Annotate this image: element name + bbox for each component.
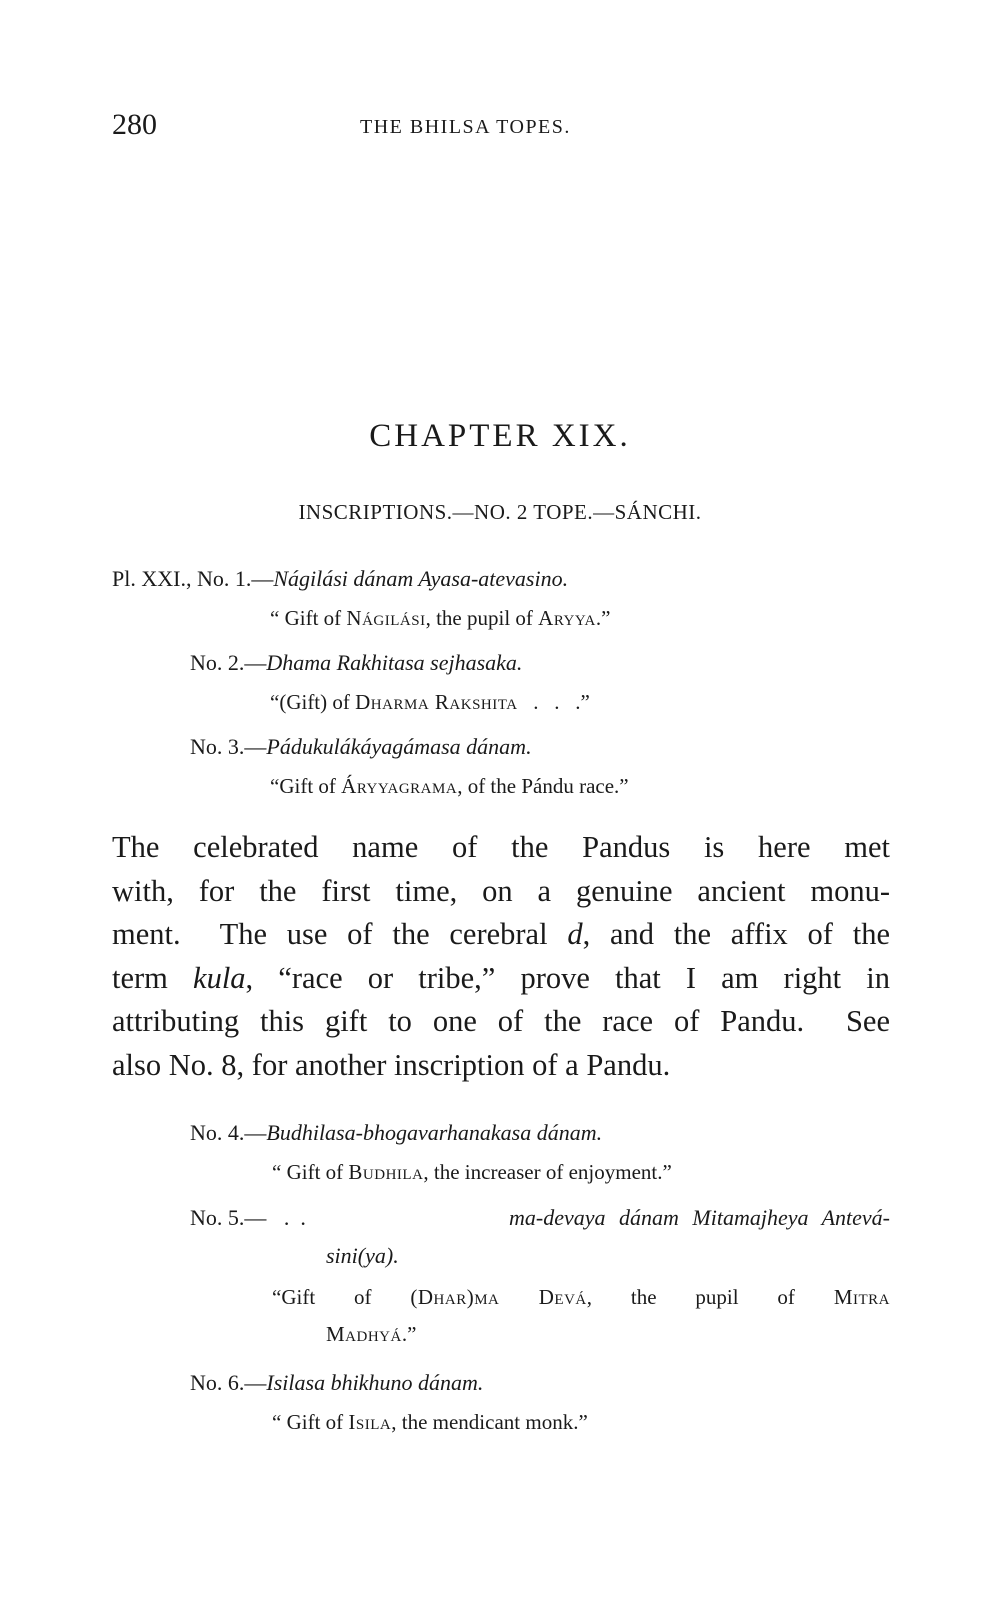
inscription-pali: Budhilasa-bhogavarhanakasa dánam.: [266, 1120, 603, 1145]
translation-text: , the increaser of enjoyment.”: [423, 1160, 672, 1184]
inscription-1-translation: [270, 606, 610, 631]
personal-name: Aryya: [538, 606, 596, 630]
paragraph-text: The use of the cerebral: [219, 917, 548, 951]
chapter-subtitle: INSCRIPTIONS.—NO. 2 TOPE.—SÁNCHI.: [298, 500, 702, 524]
inscription-pali: Nágilási dánam Ayasa-atevasino.: [273, 566, 569, 591]
running-title: THE BHILSA TOPES.: [360, 116, 571, 138]
translation-text: , the pupil of: [425, 606, 539, 630]
personal-name: Áryyagrama: [341, 774, 458, 798]
paragraph-line: [112, 1000, 890, 1044]
translation-text: “ Gift of: [272, 1160, 349, 1184]
paragraph-line: with, for the first time, on a genuine ancient monu-: [112, 873, 890, 908]
body-paragraph: [112, 826, 890, 1087]
paragraph-line: also No. 8, for another inscription of a Pandu.: [112, 1047, 671, 1082]
inscription-5-translation: [272, 1285, 890, 1310]
personal-name: Mitra: [833, 1285, 890, 1309]
inscription-2-ref: [190, 650, 522, 676]
paragraph-line: [112, 913, 890, 957]
personal-name: Nágilási: [346, 606, 426, 630]
translation-text: , of the Pándu race.”: [457, 774, 629, 798]
inscription-4-translation: [272, 1160, 672, 1185]
inscription-pali: Dhama Rakhitasa sejhasaka.: [266, 650, 523, 675]
inscription-ref-number: Pl. XXI., No. 1.—: [112, 566, 274, 591]
paragraph-line: The celebrated name of the Pandus is here met: [112, 830, 890, 864]
paragraph-italic: d: [567, 917, 583, 951]
inscription-pali: Pádukulákáyagámasa dánam.: [266, 734, 532, 759]
inscription-6-translation: [272, 1410, 588, 1435]
inscription-3-translation: [270, 774, 629, 799]
inscription-ref-number: No. 4.—: [190, 1120, 267, 1145]
inscription-ref-number: No. 3.—: [190, 734, 267, 759]
inscription-5-ref-cont: [326, 1243, 399, 1269]
inscription-2-translation: [270, 690, 590, 715]
running-head: [112, 108, 892, 148]
translation-text: .”: [595, 606, 611, 630]
paragraph-italic: kula: [193, 960, 246, 995]
personal-name: Madhyá: [326, 1322, 402, 1346]
inscription-4-ref: [190, 1120, 602, 1146]
ellipsis: . .: [283, 1205, 306, 1230]
translation-text: “ Gift of: [270, 606, 347, 630]
translation-text: , the mendicant monk.”: [391, 1410, 588, 1434]
inscription-pali: ma-devaya dánam Mitamajheya Antevá-: [509, 1205, 890, 1230]
paragraph-line: [112, 957, 890, 1001]
inscription-3-ref: [190, 734, 532, 760]
paragraph-text: term: [112, 960, 168, 995]
inscription-6-ref: [190, 1370, 483, 1396]
personal-name: Isila: [348, 1410, 392, 1434]
inscription-5-translation-cont: [326, 1322, 416, 1347]
paragraph-text: attributing this gift to one of the race of Pandu.: [112, 1004, 805, 1038]
translation-text: , the pupil of: [586, 1285, 834, 1309]
page-number: 280: [112, 108, 157, 141]
paragraph-text: , and the affix of the: [582, 917, 890, 951]
inscription-ref-number: No. 5.—: [190, 1205, 267, 1230]
inscription-1-ref: [112, 566, 568, 592]
inscription-ref-number: No. 2.—: [190, 650, 267, 675]
translation-text: . . .”: [517, 690, 590, 714]
translation-text: “Gift of: [272, 1285, 411, 1309]
translation-text: “Gift of: [270, 774, 342, 798]
paragraph-text: ment.: [112, 917, 181, 951]
translation-text: .”: [401, 1322, 417, 1346]
personal-name: (Dhar)ma Devá: [410, 1285, 587, 1309]
personal-name: Dharma Rakshita: [355, 690, 518, 714]
translation-text: “ Gift of: [272, 1410, 349, 1434]
translation-text: “(Gift) of: [270, 690, 356, 714]
paragraph-text: See: [845, 1004, 891, 1038]
translation-line: [272, 1285, 890, 1310]
paragraph-text: , “race or tribe,” prove that I am right in: [245, 960, 890, 995]
inscription-pali: Isilasa bhikhuno dánam.: [266, 1370, 484, 1395]
inscription-5-ref: [190, 1205, 890, 1231]
inscription-pali: sini(ya).: [326, 1243, 399, 1268]
inscription-ref-number: No. 6.—: [190, 1370, 267, 1395]
chapter-title: CHAPTER XIX.: [369, 418, 631, 454]
personal-name: Budhila: [348, 1160, 424, 1184]
